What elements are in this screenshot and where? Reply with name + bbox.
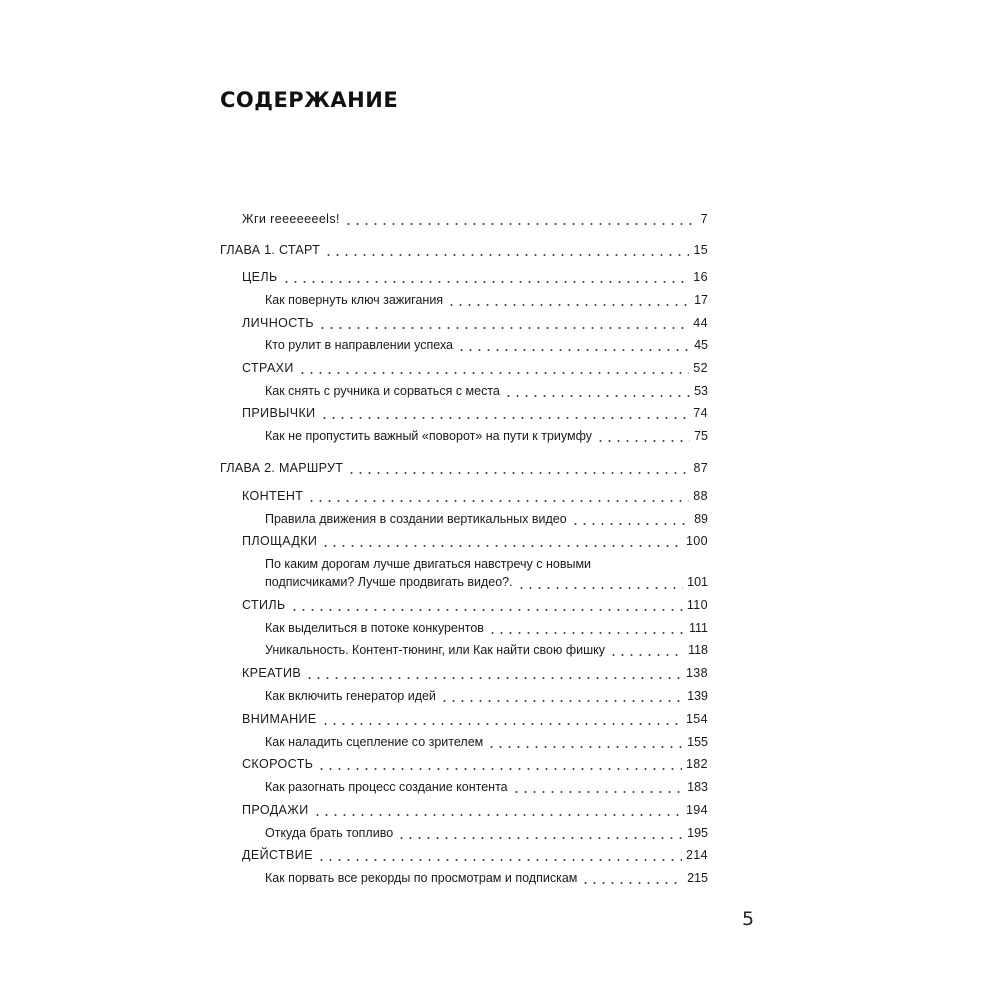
toc-entry-page: 15 xyxy=(693,243,708,257)
dot-leader xyxy=(596,439,690,443)
toc-entry-page: 87 xyxy=(693,461,708,475)
dot-leader xyxy=(487,745,683,749)
toc-subsection xyxy=(265,621,708,636)
toc-entry-page: 154 xyxy=(685,712,708,726)
toc-entry-page: 45 xyxy=(694,338,708,352)
toc-entry-page: 183 xyxy=(687,780,708,794)
toc-section xyxy=(242,361,708,376)
dot-leader xyxy=(324,253,689,257)
toc-entry-title: ДЕЙСТВИЕ xyxy=(242,848,313,862)
toc-entry xyxy=(242,212,708,227)
toc-subsection xyxy=(265,826,708,841)
toc-entry-title: ГЛАВА 2. МАРШРУТ xyxy=(220,461,344,475)
toc-subsection xyxy=(265,780,708,795)
toc-entry-title: ЛИЧНОСТЬ xyxy=(242,316,314,330)
dot-leader xyxy=(318,326,689,330)
toc-entry-title: ВНИМАНИЕ xyxy=(242,712,317,726)
toc-subsection xyxy=(265,689,708,704)
toc-entry-title: СТИЛЬ xyxy=(242,598,286,612)
toc-entry-title: Жги reeeeeeels! xyxy=(242,212,340,226)
dot-leader xyxy=(504,394,690,398)
toc-subsection xyxy=(265,735,708,750)
toc-subsection xyxy=(265,512,708,527)
toc-entry-page: 139 xyxy=(687,689,708,703)
toc-subsection xyxy=(265,293,708,308)
toc-entry-page: 88 xyxy=(693,489,708,503)
toc-entry-title: ПЛОЩАДКИ xyxy=(242,534,318,548)
toc-entry-title: ПРИВЫЧКИ xyxy=(242,406,316,420)
toc-entry-title: КРЕАТИВ xyxy=(242,666,302,680)
dot-leader xyxy=(320,416,690,420)
dot-leader xyxy=(447,303,690,307)
dot-leader xyxy=(317,767,682,771)
toc-entry-page: 52 xyxy=(693,361,708,375)
toc-entry-page: 155 xyxy=(687,735,708,749)
toc-section xyxy=(242,712,708,727)
dot-leader xyxy=(313,813,682,817)
page-number: 5 xyxy=(742,908,755,930)
toc-entry-page: 16 xyxy=(693,270,708,284)
toc-section xyxy=(242,270,708,285)
toc-entry-title: Как включить генератор идей xyxy=(265,689,436,703)
toc-subsection xyxy=(265,384,708,399)
dot-leader xyxy=(321,544,682,548)
dot-leader xyxy=(307,499,689,503)
toc-entry-title: Как выделиться в потоке конкурентов xyxy=(265,621,484,635)
toc-entry-title: Как порвать все рекорды по просмотрам и подпискам xyxy=(265,871,578,885)
toc-entry-page: 182 xyxy=(685,757,708,771)
toc-entry-title: Как наладить сцепление со зрителем xyxy=(265,735,484,749)
dot-leader xyxy=(581,881,683,885)
toc-entry-title: По каким дорогам лучше двигаться навстречу с новыми xyxy=(265,557,592,571)
toc-entry-title: Как не пропустить важный «поворот» на пути к триумфу xyxy=(265,429,593,443)
toc-entry-title: Кто рулит в направлении успеха xyxy=(265,338,454,352)
toc-entry-page: 194 xyxy=(685,803,708,817)
toc-entry-title: Как снять с ручника и сорваться с места xyxy=(265,384,500,398)
toc-entry-title: ПРОДАЖИ xyxy=(242,803,309,817)
toc-section xyxy=(242,757,708,772)
dot-leader xyxy=(290,608,683,612)
dot-leader xyxy=(282,280,690,284)
dot-leader xyxy=(517,586,684,590)
toc-entry-title: Уникальность. Контент-тюнинг, или Как найти свою фишку xyxy=(265,643,606,657)
toc-subsection xyxy=(265,871,708,886)
dot-leader xyxy=(440,699,683,703)
dot-leader xyxy=(488,631,685,635)
toc-entry-page: 7 xyxy=(700,212,708,226)
toc-entry-page: 53 xyxy=(694,384,708,398)
toc-entry-page: 138 xyxy=(685,666,708,680)
toc-section xyxy=(242,534,708,549)
toc-section xyxy=(242,848,708,863)
toc-entry-title: Откуда брать топливо xyxy=(265,826,394,840)
toc-section xyxy=(242,316,708,331)
dot-leader xyxy=(571,522,690,526)
toc-section xyxy=(242,803,708,818)
toc-entry-page: 111 xyxy=(688,621,708,635)
toc-entry-title: СТРАХИ xyxy=(242,361,294,375)
toc-entry-title: Как разогнать процесс создание контента xyxy=(265,780,508,794)
toc-entry-page: 195 xyxy=(687,826,708,840)
toc-entry-page: 100 xyxy=(685,534,708,548)
dot-leader xyxy=(609,653,684,657)
toc-entry-title: КОНТЕНТ xyxy=(242,489,304,503)
toc-entry-page: 44 xyxy=(693,316,708,330)
page-title: СОДЕРЖАНИЕ xyxy=(220,88,399,112)
toc-subsection xyxy=(265,643,708,658)
toc-section xyxy=(242,489,708,504)
toc-chapter xyxy=(220,461,708,476)
toc-chapter xyxy=(220,243,708,258)
dot-leader xyxy=(321,722,682,726)
dot-leader xyxy=(347,471,689,475)
toc-entry-page: 110 xyxy=(686,598,708,612)
toc-subsection xyxy=(265,429,708,444)
toc-entry-page: 118 xyxy=(688,643,708,657)
toc-entry-page: 215 xyxy=(687,871,708,885)
dot-leader xyxy=(317,858,682,862)
dot-leader xyxy=(305,676,682,680)
toc-subsection xyxy=(265,555,708,591)
dot-leader xyxy=(298,371,689,375)
toc-entry-page: 214 xyxy=(685,848,708,862)
toc-entry-page: 89 xyxy=(694,512,708,526)
toc-subsection xyxy=(265,338,708,353)
toc-section xyxy=(242,406,708,421)
toc-entry-title: ГЛАВА 1. СТАРТ xyxy=(220,243,321,257)
toc-entry-title: Как повернуть ключ зажигания xyxy=(265,293,444,307)
toc-entry-title: СКОРОСТЬ xyxy=(242,757,314,771)
toc-entry-page: 101 xyxy=(687,575,708,589)
toc-entry-title: ЦЕЛЬ xyxy=(242,270,278,284)
toc-entry-page: 17 xyxy=(694,293,708,307)
dot-leader xyxy=(397,836,683,840)
dot-leader xyxy=(457,348,690,352)
dot-leader xyxy=(344,222,697,226)
toc-entry-title: Правила движения в создании вертикальных видео xyxy=(265,512,567,526)
dot-leader xyxy=(512,790,684,794)
toc-section xyxy=(242,666,708,681)
toc-entry-title-continued: подписчиками? Лучше продвигать видео?. xyxy=(265,575,513,589)
toc-entry-page: 75 xyxy=(694,429,708,443)
toc-section xyxy=(242,598,708,613)
toc-entry-page: 74 xyxy=(693,406,708,420)
